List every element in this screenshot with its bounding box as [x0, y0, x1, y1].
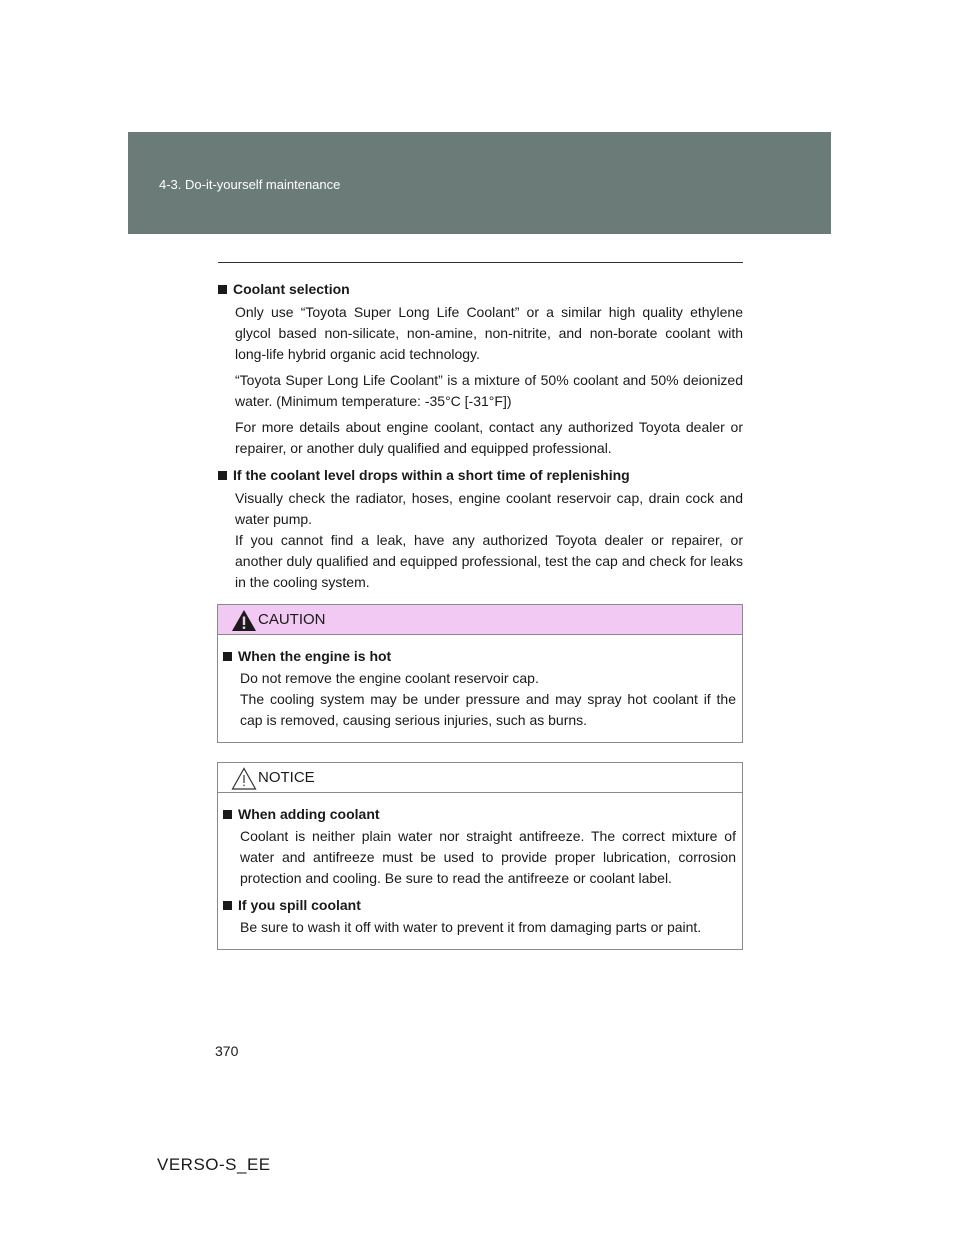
caution-title: CAUTION [258, 611, 326, 628]
main-content [218, 278, 743, 598]
caution-header [218, 605, 742, 635]
notice-title: NOTICE [258, 769, 315, 786]
square-bullet-icon [223, 652, 232, 661]
caution-body [218, 635, 742, 746]
paragraph: Only use “Toyota Super Long Life Coolant” or a similar high quality ethylene glycol based non-silicate, non-amine, non-nitrite, and non-borate coolant with long-life hybrid organic acid technology. [235, 304, 743, 362]
square-bullet-icon [218, 471, 227, 480]
paragraph: For more details about engine coolant, contact any authorized Toyota dealer or repairer, or another duly qualified and equipped professional. [235, 419, 743, 456]
paragraph: If you cannot find a leak, have any authorized Toyota dealer or repairer, or another duly qualified and equipped professional, test the cap and check for leaks in the cooling system. [235, 532, 743, 590]
warning-icon [231, 609, 257, 632]
caution-heading: When the engine is hot [223, 645, 736, 667]
paragraph: Visually check the radiator, hoses, engine coolant reservoir cap, drain cock and water pump. [235, 490, 743, 527]
notice-box [217, 762, 743, 950]
notice-text: Be sure to wash it off with water to prevent it from damaging parts or paint. [240, 919, 702, 935]
section-title: 4-3. Do-it-yourself maintenance [159, 177, 341, 192]
notice-body [218, 793, 742, 953]
notice-text: Coolant is neither plain water nor straight antifreeze. The correct mixture of water and antifreeze must be used to provide proper lubrication, corrosion protection and cooling. Be sure to read the antifreeze or coolant label. [240, 828, 736, 886]
caution-text: The cooling system may be under pressure and may spray hot coolant if the cap is removed, causing serious injuries, such as burns. [240, 691, 736, 728]
page-number: 370 [215, 1043, 239, 1059]
section-heading: If the coolant level drops within a short time of replenishing [218, 464, 743, 486]
square-bullet-icon [223, 901, 232, 910]
square-bullet-icon [218, 285, 227, 294]
header-band [128, 132, 831, 234]
caution-box [217, 604, 743, 743]
top-rule [218, 262, 743, 263]
document-code: VERSO-S_EE [157, 1155, 271, 1174]
square-bullet-icon [223, 810, 232, 819]
notice-heading: When adding coolant [223, 803, 736, 825]
notice-icon [231, 767, 257, 790]
notice-heading: If you spill coolant [223, 894, 736, 916]
caution-text: Do not remove the engine coolant reservoir cap. [240, 670, 539, 686]
paragraph: “Toyota Super Long Life Coolant” is a mixture of 50% coolant and 50% deionized water. (Minimum temperature: -35°C [-31°F]) [235, 372, 743, 409]
section-heading: Coolant selection [218, 278, 743, 300]
notice-header [218, 763, 742, 793]
